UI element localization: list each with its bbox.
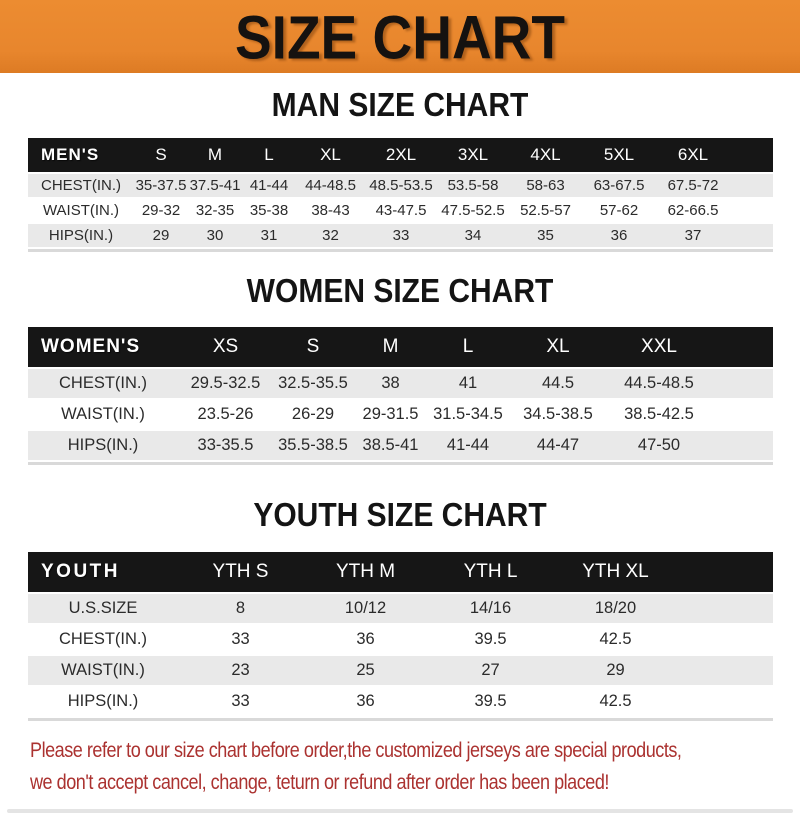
women-header-spacer: [710, 327, 773, 367]
men-column-header-6xl: 6XL: [656, 138, 730, 172]
table-cell: 35-37.5: [134, 174, 188, 197]
table-cell: 38.5-42.5: [624, 405, 694, 423]
table-cell: 39.5: [474, 630, 507, 648]
table-cell: 35: [509, 224, 582, 247]
men-section-heading: MAN SIZE CHART: [271, 86, 529, 124]
row-label: U.S.SIZE: [28, 594, 178, 623]
youth-chest-row: [28, 625, 773, 654]
youth-header-spacer: [678, 552, 773, 592]
table-cell: 53.5-58: [437, 174, 509, 197]
row-label: HIPS(IN.): [28, 224, 134, 247]
row-label: CHEST(IN.): [28, 369, 178, 398]
table-cell: 43-47.5: [375, 202, 427, 219]
men-group-label: MEN'S: [28, 138, 134, 172]
table-cell: 35.5-38.5: [273, 431, 353, 460]
table-cell: 44.5: [508, 369, 608, 398]
row-spacer: [678, 656, 773, 685]
table-cell: 18/20: [553, 594, 678, 623]
table-cell: 67.5-72: [656, 174, 730, 197]
women-header-row: [28, 327, 773, 367]
table-cell: 42.5: [599, 692, 632, 710]
disclaimer-line-1: Please refer to our size chart before order,the customized jerseys are special products,: [30, 739, 682, 763]
women-chest-row: [28, 369, 773, 398]
table-cell: 33: [231, 630, 250, 648]
table-cell: 42.5: [599, 630, 632, 648]
table-cell: 29-32: [141, 202, 181, 219]
table-cell: 41: [428, 369, 508, 398]
men-column-header-3xl: 3XL: [437, 138, 509, 172]
table-cell: 8: [178, 594, 303, 623]
table-cell: 10/12: [303, 594, 428, 623]
row-label: WAIST(IN.): [42, 202, 120, 219]
women-waist-row: [28, 400, 773, 429]
women-hips-row: [28, 431, 773, 460]
men-chest-row: [28, 174, 773, 197]
table-cell: 29: [553, 656, 678, 685]
table-cell: 44-47: [508, 431, 608, 460]
men-header-row: [28, 138, 773, 172]
row-label: HIPS(IN.): [28, 431, 178, 460]
table-cell: 33: [231, 692, 250, 710]
table-cell: 34: [437, 224, 509, 247]
table-cell: 41-44: [242, 174, 296, 197]
row-spacer: [678, 687, 773, 716]
table-cell: 25: [303, 656, 428, 685]
table-cell: 30: [188, 224, 242, 247]
youth-section-heading: YOUTH SIZE CHART: [253, 496, 547, 534]
youth-hips-row: [28, 687, 773, 716]
table-cell: 47-50: [608, 431, 710, 460]
women-section-heading: WOMEN SIZE CHART: [246, 272, 554, 310]
row-label: CHEST(IN.): [59, 630, 147, 648]
table-cell: 41-44: [428, 431, 508, 460]
row-label: WAIST(IN.): [61, 405, 145, 423]
table-cell: 62-66.5: [667, 202, 719, 219]
table-cell: 14/16: [428, 594, 553, 623]
youth-waist-row: [28, 656, 773, 685]
row-label: HIPS(IN.): [67, 692, 139, 710]
table-cell: 48.5-53.5: [365, 174, 437, 197]
table-cell: 44-48.5: [296, 174, 365, 197]
row-spacer: [678, 625, 773, 654]
table-cell: 26-29: [291, 405, 335, 423]
row-label: CHEST(IN.): [28, 174, 134, 197]
women-column-header-xs: XS: [178, 327, 273, 367]
men-column-header-xl: XL: [296, 138, 365, 172]
table-cell: 32.5-35.5: [273, 369, 353, 398]
table-cell: 36: [356, 630, 375, 648]
men-column-header-s: S: [134, 138, 188, 172]
disclaimer-line-2: we don't accept cancel, change, teturn or refund after order has been placed!: [30, 771, 609, 795]
table-cell: 32-35: [195, 202, 235, 219]
table-cell: 34.5-38.5: [523, 405, 593, 423]
table-cell: 38.5-41: [353, 431, 428, 460]
women-column-header-m: M: [353, 327, 428, 367]
table-cell: 29: [134, 224, 188, 247]
table-cell: 35-38: [249, 202, 289, 219]
banner-title: SIZE CHART: [235, 1, 565, 72]
women-group-label: WOMEN'S: [28, 327, 178, 367]
youth-column-header-yth-m: YTH M: [303, 552, 428, 592]
table-cell: 38-43: [311, 202, 350, 219]
table-cell: 57-62: [599, 202, 639, 219]
men-column-header-5xl: 5XL: [582, 138, 656, 172]
youth-ussize-row: [28, 594, 773, 623]
row-spacer: [730, 199, 773, 222]
row-spacer: [678, 594, 773, 623]
table-cell: 52.5-57: [520, 202, 571, 219]
table-cell: 31: [242, 224, 296, 247]
men-column-header-4xl: 4XL: [509, 138, 582, 172]
table-cell: 29.5-32.5: [178, 369, 273, 398]
table-cell: 23: [178, 656, 303, 685]
women-column-header-xxl: XXL: [608, 327, 710, 367]
men-header-spacer: [730, 138, 773, 172]
row-label: WAIST(IN.): [28, 656, 178, 685]
men-column-header-l: L: [242, 138, 296, 172]
table-cell: 37: [656, 224, 730, 247]
table-cell: 47.5-52.5: [441, 202, 505, 219]
men-column-header-m: M: [188, 138, 242, 172]
table-cell: 27: [428, 656, 553, 685]
row-spacer: [730, 174, 773, 197]
table-cell: 36: [356, 692, 375, 710]
table-cell: 32: [296, 224, 365, 247]
row-spacer: [730, 224, 773, 247]
youth-column-header-yth-xl: YTH XL: [553, 552, 678, 592]
youth-header-row: [28, 552, 773, 592]
table-cell: 33-35.5: [178, 431, 273, 460]
youth-column-header-yth-l: YTH L: [428, 552, 553, 592]
table-cell: 33: [365, 224, 437, 247]
men-hips-row: [28, 224, 773, 247]
men-column-header-2xl: 2XL: [365, 138, 437, 172]
row-spacer: [710, 431, 773, 460]
youth-column-header-yth-s: YTH S: [178, 552, 303, 592]
table-cell: 36: [582, 224, 656, 247]
bottom-divider: [7, 809, 793, 813]
women-column-header-xl: XL: [508, 327, 608, 367]
youth-size-table: [28, 550, 773, 721]
row-spacer: [710, 400, 773, 429]
table-cell: 23.5-26: [197, 405, 254, 423]
table-cell: 29-31.5: [362, 405, 419, 423]
size-chart-banner: [0, 0, 800, 73]
disclaimer-text: [30, 735, 762, 799]
men-size-table: [28, 136, 773, 252]
table-cell: 31.5-34.5: [433, 405, 503, 423]
row-spacer: [710, 369, 773, 398]
men-waist-row: [28, 199, 773, 222]
table-cell: 37.5-41: [188, 174, 242, 197]
table-cell: 39.5: [474, 692, 507, 710]
women-column-header-s: S: [273, 327, 353, 367]
table-cell: 58-63: [509, 174, 582, 197]
youth-group-label: YOUTH: [28, 552, 178, 592]
women-column-header-l: L: [428, 327, 508, 367]
women-size-table: [28, 325, 773, 465]
table-cell: 44.5-48.5: [608, 369, 710, 398]
table-cell: 38: [353, 369, 428, 398]
table-cell: 63-67.5: [582, 174, 656, 197]
